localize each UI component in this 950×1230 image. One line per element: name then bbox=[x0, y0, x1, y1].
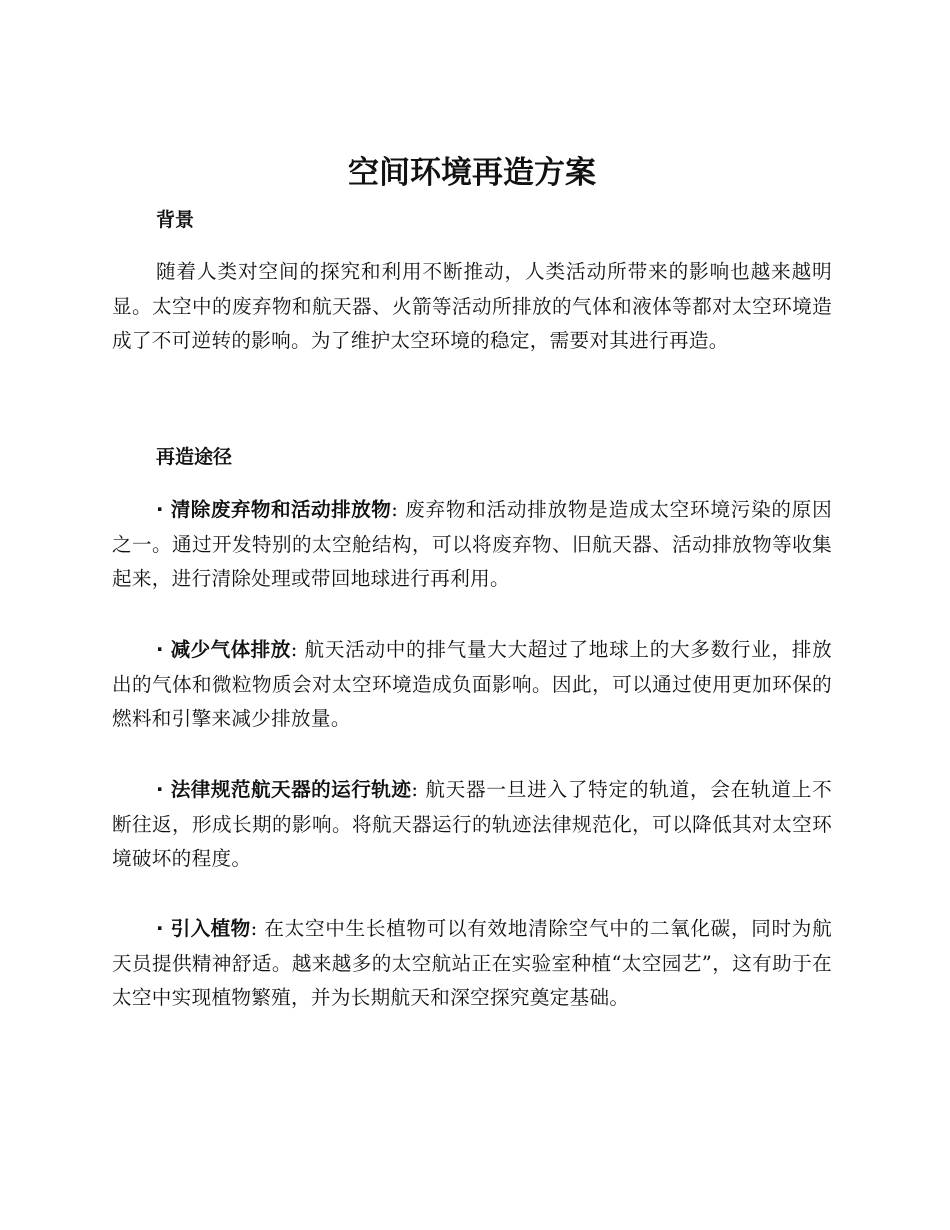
method-text: : 航天活动中的排气量大大超过了地球上的大多数行业，排放出的气体和微粒物质会对太空环境造成负面影响。因此，可以通过使用更加环保的燃料和引擎来减少排放量。 bbox=[112, 638, 833, 730]
document-title: 空间环境再造方案 bbox=[348, 155, 596, 191]
method-lead: · 引入植物 bbox=[156, 917, 251, 940]
method-lead: · 减少气体排放 bbox=[156, 638, 291, 661]
method-lead: · 清除废弃物和活动排放物 bbox=[156, 498, 392, 521]
method-item-introduce-plants bbox=[112, 912, 832, 1016]
section-heading-methods: 再造途径 bbox=[156, 446, 233, 468]
background-paragraph: 随着人类对空间的探究和利用不断推动，人类活动所带来的影响也越来越明显。太空中的废弃物和航天器、火箭等活动所排放的气体和液体等都对太空环境造成了不可逆转的影响。为了维护太空环境的稳定，需要对其进行再造。 bbox=[112, 260, 832, 352]
method-text: : 航天器一旦进入了特定的轨道，会在轨道上不断往返，形成长期的影响。将航天器运行的轨迹法律规范化，可以降低其对太空环境破坏的程度。 bbox=[112, 778, 832, 870]
section-heading-background: 背景 bbox=[156, 209, 195, 231]
method-item-reduce-emissions bbox=[112, 633, 832, 737]
method-item-remove-waste bbox=[112, 493, 832, 597]
method-lead: · 法律规范航天器的运行轨迹 bbox=[156, 778, 412, 801]
method-item-regulate-orbits bbox=[112, 773, 832, 877]
method-text: : 在太空中生长植物可以有效地清除空气中的二氧化碳，同时为航天员提供精神舒适。越来越多的太空航站正在实验室种植“太空园艺”，这有助于在太空中实现植物繁殖，并为长期航天和深空探究奠定基础。 bbox=[112, 917, 832, 1009]
method-text: : 废弃物和活动排放物是造成太空环境污染的原因之一。通过开发特别的太空舱结构，可以将废弃物、旧航天器、活动排放物等收集起来，进行清除处理或带回地球进行再利用。 bbox=[112, 498, 833, 590]
